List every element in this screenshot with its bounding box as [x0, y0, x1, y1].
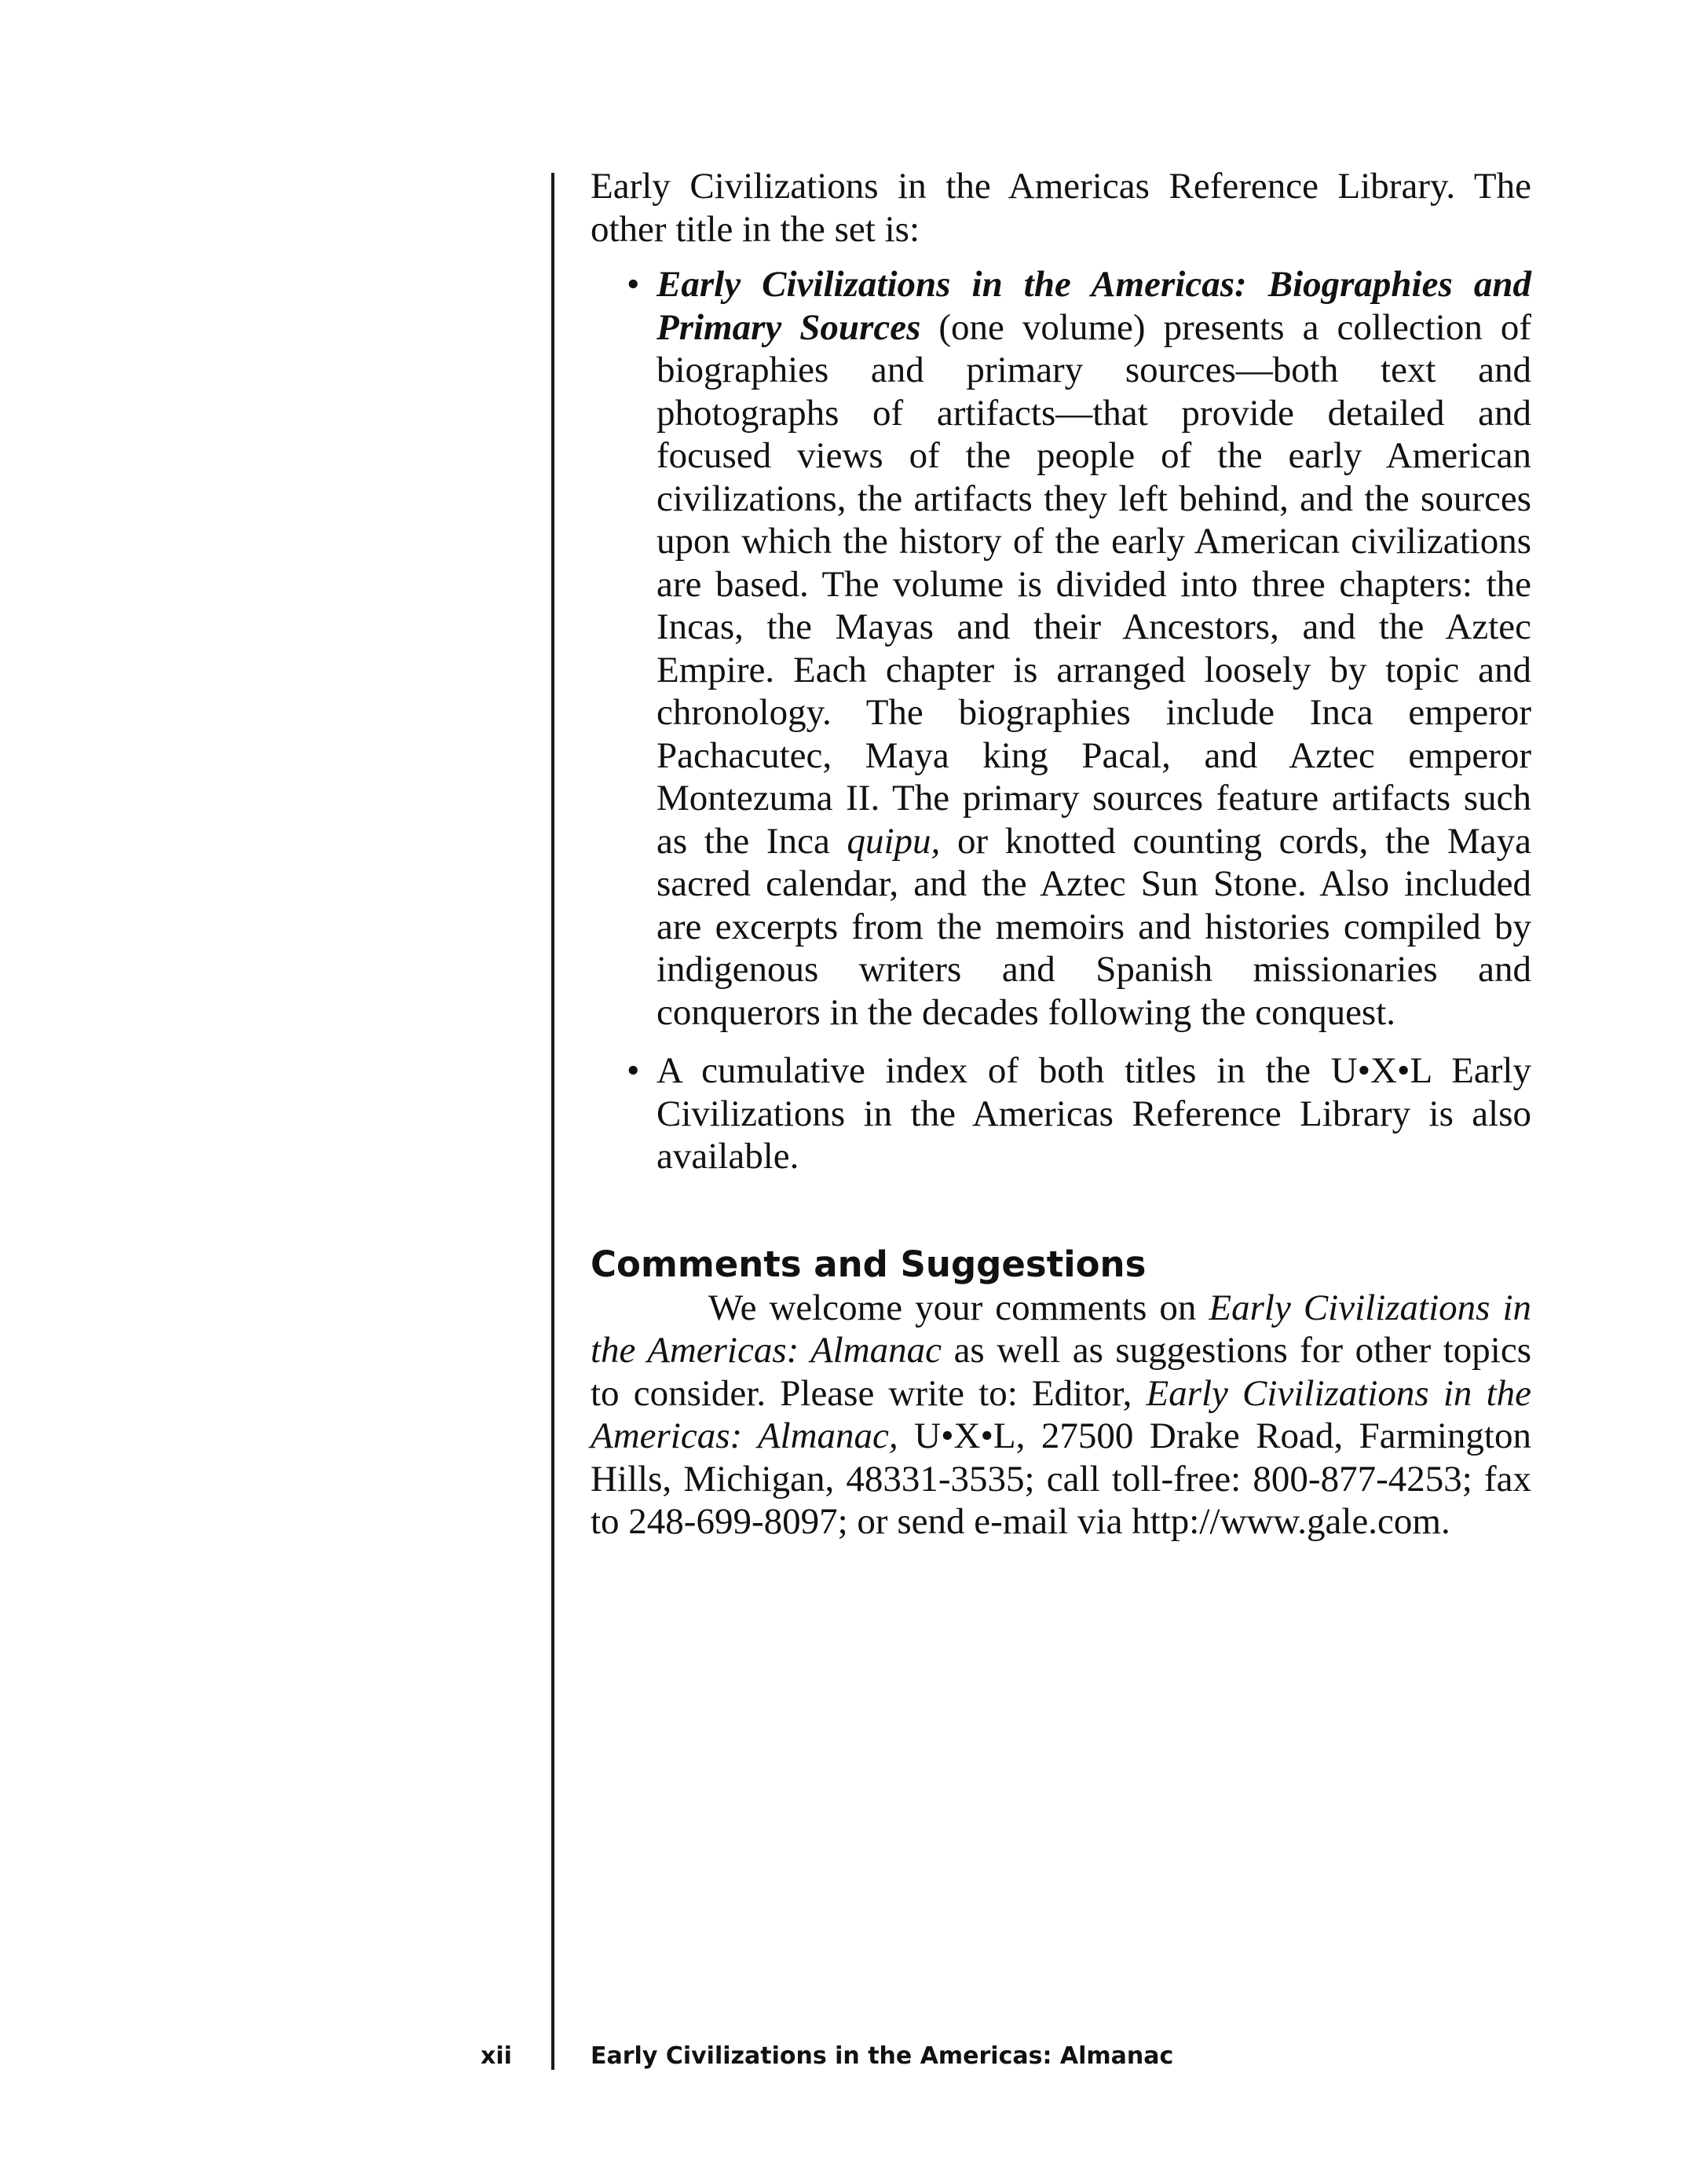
- page-number: xii: [481, 2042, 512, 2070]
- bullet-item-index: [627, 1049, 1531, 1178]
- bullet-text: A cumulative index of both titles in the U•X•L Early Civilizations in the Americas Reference Library is also available.: [657, 1050, 1531, 1177]
- comments-text: We welcome your comments on: [708, 1287, 1209, 1328]
- bullet-text: (one volume) presents a collection of biographies and primary sources—both text and photographs of artifacts—that provide detailed and focused views of the people of the early American civilizations, the artifacts they left behind, and the sources upon which the history of the early American civilizations are based. The volume is divided into three chapters: the Incas, the Mayas and their Ancestors, and the Aztec Empire. Each chapter is arranged loosely by topic and chronology. The biographies include Inca emperor Pachacutec, Maya king Pacal, and Aztec emperor Montezuma II. The primary sources feature artifacts such as the Inca: [657, 306, 1531, 862]
- page-footer: [0, 2042, 1708, 2074]
- bullet-item-biographies: [627, 263, 1531, 1034]
- comments-text: U•X•L, 27500 Drake Road, Farmington Hills, Michigan, 48331-3535; call toll-free: 800-877-4253; fax to 248-699-8097; or send e-mail via http://www.gale.com.: [591, 1415, 1531, 1542]
- book-title-italic: Early Civilizations in the Americas: Almanac: [591, 1287, 1532, 1371]
- bullet-list: [591, 263, 1531, 1178]
- book-title: Early Civilizations in the Americas: Biographies and Primary Sources: [657, 264, 1531, 348]
- bullet-text-continued: or knotted counting cords, the Maya sacred calendar, and the Aztec Sun Stone. Also included are excerpts from the memoirs and histories compiled by indigenous writers and Spanish missionaries and conquerors in the decades following the conquest.: [657, 820, 1531, 1033]
- page-body: [591, 165, 1531, 1544]
- comments-text: as well as suggestions for other topics to consider. Please write to: Editor,: [591, 1330, 1531, 1414]
- comments-paragraph: [591, 1287, 1531, 1544]
- running-title: Early Civilizations in the Americas: Almanac: [591, 2042, 1174, 2070]
- intro-paragraph: Early Civilizations in the Americas Reference Library. The other title in the set is:: [591, 166, 1531, 250]
- italic-term: quipu,: [847, 820, 941, 862]
- book-title-italic: Early Civilizations in the Americas: Almanac,: [591, 1372, 1531, 1456]
- bullet-icon: •: [627, 264, 640, 305]
- bullet-icon: •: [627, 1050, 640, 1091]
- section-heading: Comments and Suggestions: [591, 1243, 1147, 1285]
- margin-rule: [551, 173, 554, 2070]
